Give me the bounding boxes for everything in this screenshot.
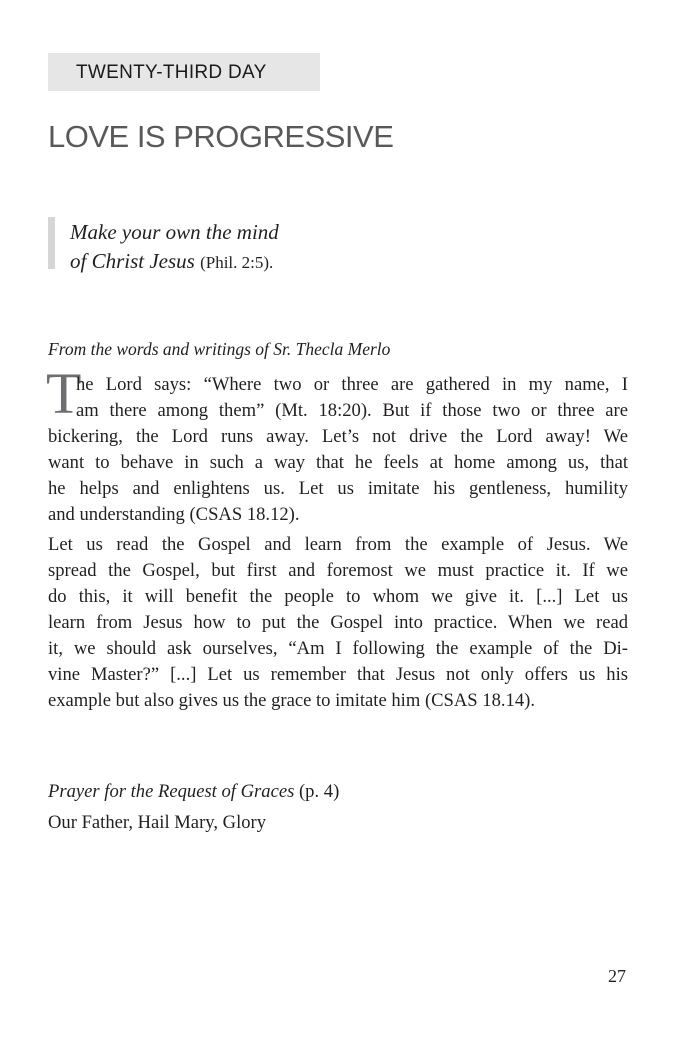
paragraph-1-line: he helps and enlightens us. Let us imitate his gentleness, humility [48, 478, 628, 499]
paragraph-1-line: bickering, the Lord runs away. Let’s not drive the Lord away! We [48, 426, 628, 447]
quote-bar [48, 217, 55, 269]
reading-attribution: From the words and writings of Sr. Thecla Merlo [48, 339, 391, 359]
reading-paragraph-2 [48, 532, 628, 714]
epigraph [70, 218, 279, 277]
epigraph-line-2 [70, 247, 279, 277]
paragraph-2-line: do this, it will benefit the people to whom we give it. [...] Let us [48, 586, 628, 607]
paragraph-1-line: and understanding (CSAS 18.12). [48, 504, 300, 525]
drop-cap: T [46, 361, 82, 426]
page-number: 27 [608, 966, 626, 986]
day-label: TWENTY-THIRD DAY [76, 62, 267, 83]
epigraph-line-1: Make your own the mind [70, 220, 279, 244]
reading-paragraph-1 [48, 372, 628, 528]
paragraph-1-line: he Lord says: “Where two or three are gathered in my name, I [76, 374, 628, 395]
paragraph-1-line: want to behave in such a way that he feels at home among us, that [48, 452, 628, 473]
prayer-title: Prayer for the Request of Graces [48, 781, 295, 802]
paragraph-2-line: Let us read the Gospel and learn from the example of Jesus. We [48, 534, 628, 555]
paragraph-2-line: learn from Jesus how to put the Gospel into practice. When we read [48, 612, 628, 633]
closing-prayers: Our Father, Hail Mary, Glory [48, 812, 267, 833]
paragraph-1-line: am there among them” (Mt. 18:20). But if those two or three are [76, 400, 628, 421]
paragraph-2-line: spread the Gospel, but first and foremost we must practice it. If we [48, 560, 628, 581]
paragraph-2-line: it, we should ask ourselves, “Am I following the example of the Di- [48, 638, 628, 659]
paragraph-2-line: example but also gives us the grace to imitate him (CSAS 18.14). [48, 690, 535, 711]
day-banner [48, 53, 320, 91]
prayer-page-ref: (p. 4) [298, 781, 340, 802]
paragraph-2-line: vine Master?” [...] Let us remember that Jesus not only offers us his [48, 664, 628, 685]
epigraph-line-2-text: of Christ Jesus [70, 249, 195, 273]
epigraph-reference: (Phil. 2:5). [200, 253, 274, 272]
prayer-reference [48, 781, 339, 803]
page-title: LOVE IS PROGRESSIVE [48, 119, 394, 154]
